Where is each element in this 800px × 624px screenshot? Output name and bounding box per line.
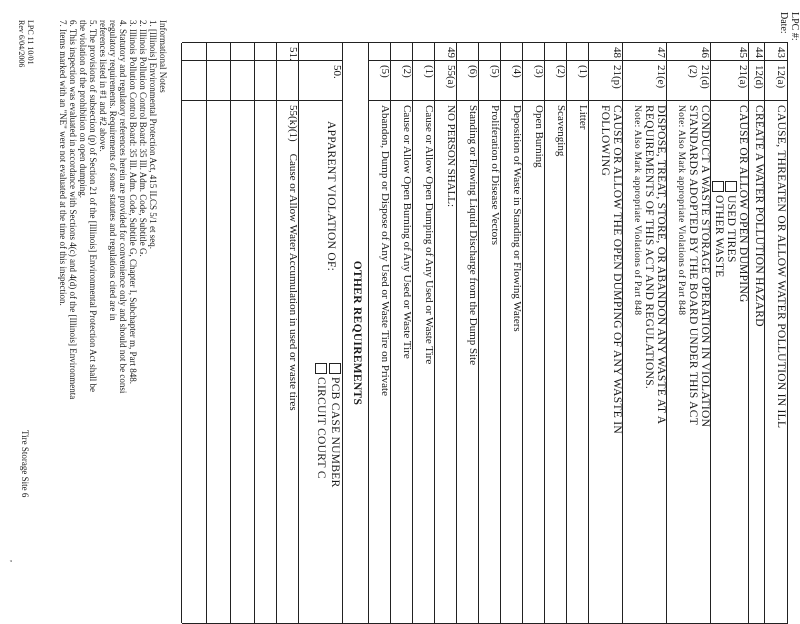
circuit-court-label: CIRCUIT COURT C bbox=[315, 377, 327, 479]
row-code: (3) bbox=[523, 61, 545, 101]
table-row bbox=[298, 43, 343, 623]
row-line: STANDARDS ADOPTED BY THE BOARD UNDER THIS ACT bbox=[687, 105, 699, 426]
row-code: 12(a) bbox=[765, 61, 787, 101]
row-line: Abandon, Dump or Dispose of Any Used or Waste Tire on Private bbox=[379, 105, 391, 397]
row-code: (4) bbox=[501, 61, 523, 101]
row-description bbox=[299, 101, 343, 623]
other-requirements-title: OTHER REQUIREMENTS bbox=[351, 260, 363, 406]
note-item: references listed in #1 and #2 above. bbox=[98, 20, 108, 152]
other-requirements-header-row bbox=[342, 43, 369, 623]
table-row bbox=[276, 43, 299, 623]
circuit-court-checkbox[interactable] bbox=[315, 363, 327, 374]
row-code: (2) bbox=[545, 61, 567, 101]
row-description bbox=[623, 101, 667, 623]
form-header bbox=[778, 12, 800, 41]
row-line: CREATE A WATER POLLUTION HAZARD bbox=[753, 105, 765, 327]
row-code: (5) bbox=[369, 61, 391, 101]
empty-row bbox=[230, 43, 255, 623]
table-row bbox=[368, 43, 391, 623]
table-row bbox=[748, 43, 765, 623]
row-line: OTHER WASTE bbox=[712, 195, 725, 278]
lpc-number-label: LPC #: bbox=[789, 12, 800, 41]
row-description bbox=[369, 101, 391, 623]
revision-line: Rev 6/04/2006 bbox=[17, 20, 26, 68]
apparent-violation-label: APPARENT VIOLATION OF: bbox=[325, 121, 337, 272]
row-line: Open Burning bbox=[533, 105, 545, 168]
row-number bbox=[479, 43, 501, 61]
row-line: DISPOSE, TREAT, STORE, OR ABANDON ANY WASTE AT A bbox=[655, 105, 667, 425]
row-description bbox=[457, 101, 479, 623]
row-description bbox=[277, 101, 299, 623]
table-row bbox=[456, 43, 479, 623]
row-line: NO PERSON SHALL: bbox=[445, 105, 457, 208]
other-waste-checkbox[interactable] bbox=[712, 181, 724, 192]
row-number bbox=[391, 43, 413, 61]
row-number: 49 bbox=[435, 43, 457, 61]
row-number: 46 bbox=[667, 43, 711, 61]
empty-row bbox=[254, 43, 277, 623]
note-item: the violation of the prohibition on open dumping. bbox=[78, 20, 88, 198]
row-code: (5) bbox=[479, 61, 501, 101]
scan-mark: , bbox=[9, 560, 18, 562]
row-code: (6) bbox=[457, 61, 479, 101]
pcb-case-label: PCB CASE NUMBER bbox=[329, 377, 341, 488]
row-line: Cause or Allow Water Accumulation in used or waste tires bbox=[287, 153, 299, 411]
table-row bbox=[390, 43, 413, 623]
table-row bbox=[666, 43, 711, 623]
row-number: 43 bbox=[765, 43, 787, 61]
row-number bbox=[457, 43, 479, 61]
row-code: 55(k)(1) bbox=[287, 105, 299, 142]
row-number bbox=[567, 43, 589, 61]
row-code: 21(a) bbox=[711, 61, 749, 101]
table-row bbox=[522, 43, 545, 623]
row-line: Cause or Allow Open Dumping of Any Used or Waste Tire bbox=[423, 105, 435, 365]
revision-info bbox=[17, 20, 35, 67]
row-description bbox=[567, 101, 589, 623]
table-row bbox=[434, 43, 457, 623]
row-code: 21(p) bbox=[589, 61, 623, 101]
row-description bbox=[501, 101, 523, 623]
table-row bbox=[500, 43, 523, 623]
table-row bbox=[544, 43, 567, 623]
row-line: REQUIREMENTS OF THIS ACT AND REGULATIONS. bbox=[643, 105, 655, 390]
row-number: 48 bbox=[589, 43, 623, 61]
row-description bbox=[391, 101, 413, 623]
row-line: CAUSE OR ALLOW OPEN DUMPING bbox=[737, 105, 749, 303]
notes-title: Informational Notes bbox=[158, 20, 168, 93]
row-line: Deposition of Waste in Standing or Flowing Waters bbox=[511, 105, 523, 332]
table-row bbox=[622, 43, 667, 623]
pcb-case-checkbox[interactable] bbox=[329, 363, 341, 374]
row-description bbox=[749, 101, 765, 623]
row-description bbox=[435, 101, 457, 623]
row-number bbox=[501, 43, 523, 61]
row-description bbox=[667, 101, 711, 623]
empty-row bbox=[181, 43, 207, 623]
row-line: CAUSE OR ALLOW THE OPEN DUMPING OF ANY WASTE IN bbox=[611, 105, 623, 434]
row-number bbox=[369, 43, 391, 61]
date-label: Date: bbox=[778, 12, 789, 34]
informational-notes bbox=[58, 20, 168, 620]
row-line: Standing or Flowing Liquid Discharge from the Dump Site bbox=[467, 105, 479, 366]
row-line: Scavenging bbox=[555, 105, 567, 157]
row-code: 12(d) bbox=[749, 61, 765, 101]
table-row bbox=[764, 43, 787, 623]
row-description bbox=[479, 101, 501, 623]
row-line: Litter bbox=[577, 105, 589, 130]
row-description bbox=[711, 101, 749, 623]
row-number: 47 bbox=[623, 43, 667, 61]
note-item: 3. Illinois Pollution Control Board: 35 Ill. Adm. Code, Subtitle G, Chapter I, Subchapter m, Part 848. bbox=[128, 20, 138, 384]
row-code: 21(d)(2) bbox=[667, 61, 711, 101]
row-code: 55(a) bbox=[435, 61, 457, 101]
row-note: Note: Also Mark appropriate Violations of Part 848 bbox=[632, 105, 642, 316]
page-footer: Tire Storage Site 6 bbox=[20, 430, 30, 498]
note-item: 7. Items marked with an "NE" were not evaluated at the time of this inspection. bbox=[58, 20, 68, 306]
row-number: 44 bbox=[749, 43, 765, 61]
row-description bbox=[523, 101, 545, 623]
note-item: regulatory requirements. Requirements of some statutes and regulations cited are in bbox=[108, 20, 118, 321]
table-row bbox=[566, 43, 589, 623]
row-number bbox=[413, 43, 435, 61]
row-code: (1) bbox=[567, 61, 589, 101]
row-line: CONDUCT A WASTE STORAGE OPERATION IN VIOLATION bbox=[699, 105, 711, 428]
row-line: Proliferation of Disease Vectors bbox=[489, 105, 501, 246]
note-item: 5. The provisions of subsection (p) of Section 21 of the [Illinois] Environmental Protection Act shall be bbox=[88, 20, 98, 393]
note-item: 4. Statutory and regulatory references herein are provided for convenience only and should not be consi bbox=[118, 20, 128, 394]
row-description bbox=[413, 101, 435, 623]
row-number bbox=[523, 43, 545, 61]
table-row bbox=[710, 43, 749, 623]
row-line: Cause or Allow Open Burning of Any Used or Waste Tire bbox=[401, 105, 413, 359]
table-row bbox=[478, 43, 501, 623]
row-note: Note: Also Mark appropriate Violations of Part 848 bbox=[676, 105, 686, 316]
row-code: (1) bbox=[413, 61, 435, 101]
row-number bbox=[545, 43, 567, 61]
row-code: 21(e) bbox=[623, 61, 667, 101]
revision-line: LPC 11 10/01 bbox=[26, 20, 35, 65]
note-item: 1. [Illinois] Environmental Protection Act, 415 ILCS 5/1 et seq. bbox=[148, 20, 158, 249]
table-row bbox=[412, 43, 435, 623]
row-line: USED TIRES bbox=[725, 195, 737, 263]
row-line: FOLLOWING bbox=[599, 105, 611, 177]
row-number: 45 bbox=[711, 43, 749, 61]
empty-row bbox=[206, 43, 231, 623]
row-code: (2) bbox=[391, 61, 413, 101]
row-description bbox=[545, 101, 567, 623]
row-description bbox=[589, 101, 623, 623]
table-row bbox=[588, 43, 623, 623]
note-item: 6. This inspection was evaluated in accordance with Sections 4(c) and 4(d) of the [Illinois] Environmenta bbox=[68, 20, 78, 400]
row-line: CAUSE, THREATEN OR ALLOW WATER POLLUTION IN ILL bbox=[775, 105, 787, 429]
row-description bbox=[765, 101, 787, 623]
violations-table bbox=[182, 42, 788, 624]
row-number: 50. bbox=[299, 61, 343, 101]
row-number: 51. bbox=[277, 43, 299, 101]
used-tires-checkbox[interactable] bbox=[725, 181, 737, 192]
note-item: 2. Illinois Pollution Control Board: 35 Ill. Adm. Code, Subtitle G. bbox=[138, 20, 148, 257]
